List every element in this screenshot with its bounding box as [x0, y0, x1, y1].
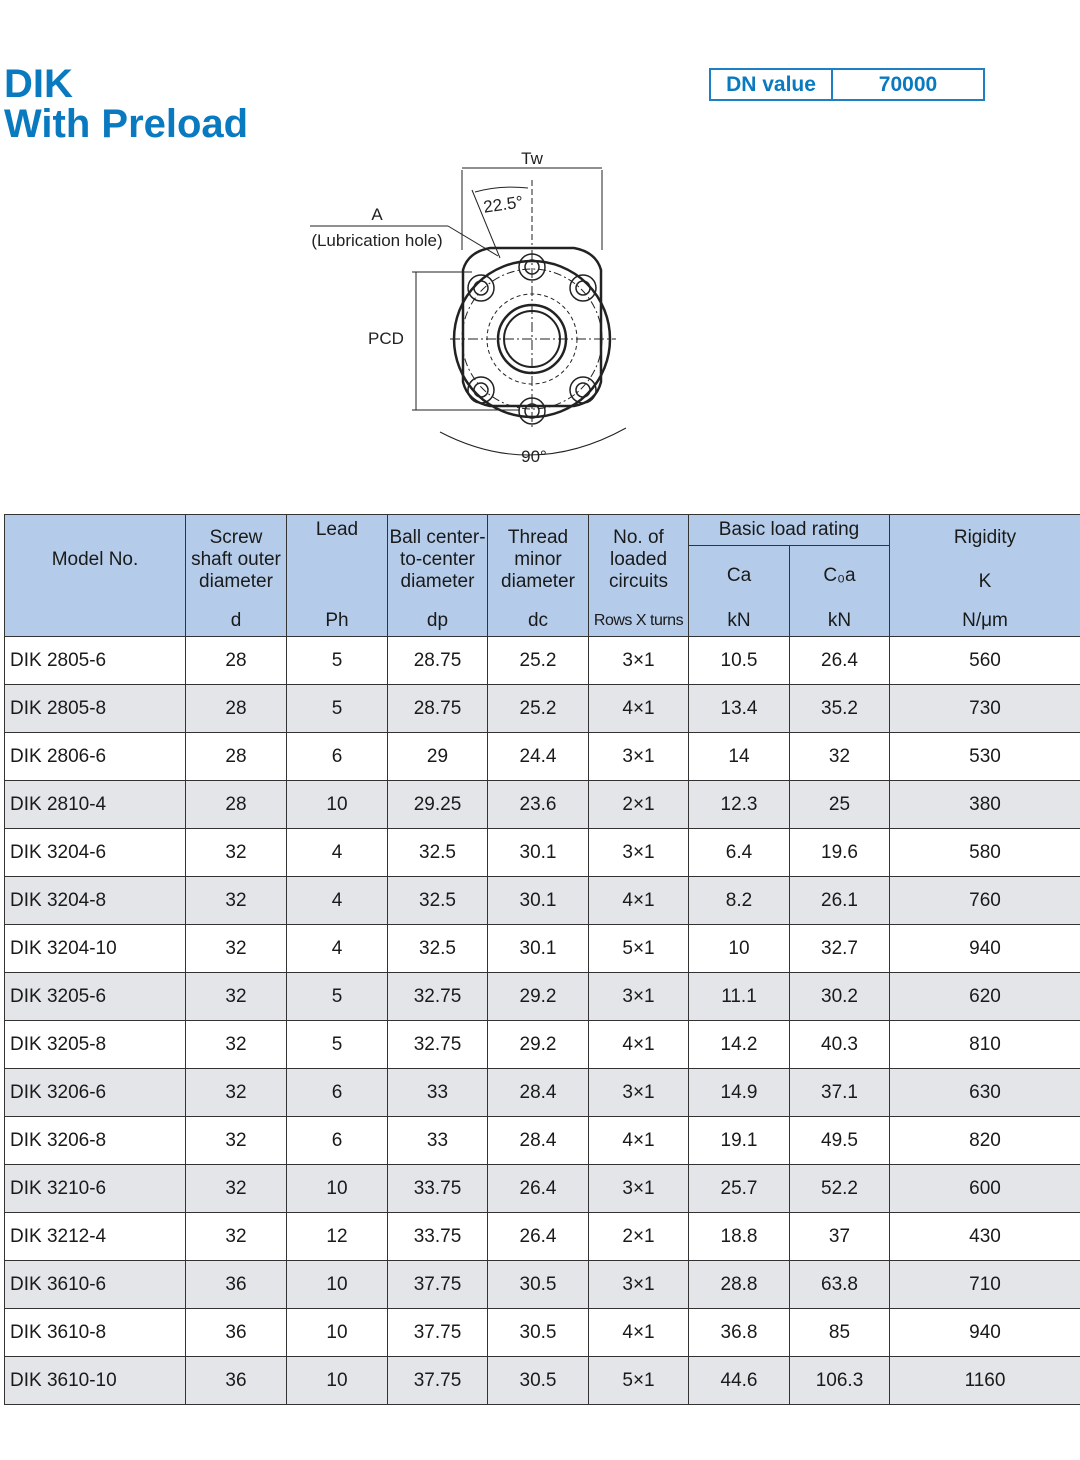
cell-ball-dp: 28.75 — [388, 685, 488, 733]
cell-model: DIK 2806-6 — [5, 733, 186, 781]
cell-c0a: 63.8 — [790, 1261, 890, 1309]
header-thread — [488, 515, 589, 606]
cell-lead-ph: 10 — [287, 781, 388, 829]
cell-lead-ph: 5 — [287, 637, 388, 685]
header-circuits-line3: circuits — [608, 571, 669, 592]
cell-thread-dc: 28.4 — [488, 1069, 589, 1117]
cell-c0a: 106.3 — [790, 1357, 890, 1405]
table-row — [5, 1165, 1080, 1213]
cell-model: DIK 3205-8 — [5, 1021, 186, 1069]
cell-c0a: 35.2 — [790, 685, 890, 733]
cell-ca: 13.4 — [689, 685, 790, 733]
cell-ball-dp: 32.5 — [388, 829, 488, 877]
cell-ball-dp: 37.75 — [388, 1357, 488, 1405]
cell-c0a: 49.5 — [790, 1117, 890, 1165]
cell-thread-dc: 26.4 — [488, 1165, 589, 1213]
table-row — [5, 1117, 1080, 1165]
lubrication-hole-label: (Lubrication hole) — [311, 231, 443, 250]
cell-ca: 44.6 — [689, 1357, 790, 1405]
cell-thread-dc: 25.2 — [488, 637, 589, 685]
cell-circuits: 2×1 — [589, 1213, 689, 1261]
cell-rigidity: 710 — [890, 1261, 1080, 1309]
cell-model: DIK 2805-6 — [5, 637, 186, 685]
cell-rigidity: 620 — [890, 973, 1080, 1021]
cell-thread-dc: 29.2 — [488, 973, 589, 1021]
table-row — [5, 1069, 1080, 1117]
header-basic-load-rating: Basic load rating — [689, 515, 890, 546]
cell-model: DIK 3204-10 — [5, 925, 186, 973]
header-circuits-line1: No. of — [613, 527, 664, 548]
angle-90-label: 90° — [521, 447, 547, 466]
cell-screw-d: 32 — [186, 1213, 287, 1261]
cell-rigidity: 820 — [890, 1117, 1080, 1165]
cell-lead-ph: 12 — [287, 1213, 388, 1261]
header-circuits-line2: loaded — [609, 549, 668, 570]
cell-model: DIK 2810-4 — [5, 781, 186, 829]
cell-ca: 8.2 — [689, 877, 790, 925]
cell-circuits: 2×1 — [589, 781, 689, 829]
header-lead: Lead — [287, 515, 388, 606]
cell-ca: 10 — [689, 925, 790, 973]
cell-circuits: 3×1 — [589, 733, 689, 781]
cell-model: DIK 2805-8 — [5, 685, 186, 733]
table-row — [5, 1261, 1080, 1309]
cell-rigidity: 630 — [890, 1069, 1080, 1117]
table-row — [5, 1309, 1080, 1357]
header-ball — [388, 515, 488, 606]
header-rigidity-unit: N/μm — [890, 605, 1080, 637]
cell-model: DIK 3212-4 — [5, 1213, 186, 1261]
cell-screw-d: 32 — [186, 877, 287, 925]
cell-screw-d: 32 — [186, 1165, 287, 1213]
dn-label: DN value — [711, 70, 833, 99]
cell-c0a: 32.7 — [790, 925, 890, 973]
cell-screw-d: 28 — [186, 733, 287, 781]
cell-c0a: 30.2 — [790, 973, 890, 1021]
cell-rigidity: 730 — [890, 685, 1080, 733]
cell-model: DIK 3204-6 — [5, 829, 186, 877]
cell-rigidity: 600 — [890, 1165, 1080, 1213]
cell-rigidity: 810 — [890, 1021, 1080, 1069]
cell-ca: 14.9 — [689, 1069, 790, 1117]
cell-c0a: 52.2 — [790, 1165, 890, 1213]
header-thread-line3: diameter — [501, 571, 575, 592]
cell-circuits: 5×1 — [589, 1357, 689, 1405]
cell-model: DIK 3210-6 — [5, 1165, 186, 1213]
header-rigidity-symbol: K — [978, 571, 992, 592]
table-row — [5, 1213, 1080, 1261]
cell-thread-dc: 30.5 — [488, 1357, 589, 1405]
table-row — [5, 925, 1080, 973]
cell-circuits: 4×1 — [589, 877, 689, 925]
cell-lead-ph: 5 — [287, 685, 388, 733]
cell-lead-ph: 5 — [287, 973, 388, 1021]
table-row — [5, 637, 1080, 685]
cell-ca: 36.8 — [689, 1309, 790, 1357]
cell-ca: 19.1 — [689, 1117, 790, 1165]
header-lead-symbol: Ph — [287, 605, 388, 637]
cell-circuits: 3×1 — [589, 637, 689, 685]
cell-screw-d: 32 — [186, 1069, 287, 1117]
cell-ca: 10.5 — [689, 637, 790, 685]
cell-screw-d: 36 — [186, 1357, 287, 1405]
header-screw-line3: diameter — [199, 571, 273, 592]
header-screw-symbol: d — [186, 605, 287, 637]
cell-thread-dc: 30.5 — [488, 1309, 589, 1357]
cell-rigidity: 380 — [890, 781, 1080, 829]
cell-rigidity: 530 — [890, 733, 1080, 781]
cell-circuits: 4×1 — [589, 1309, 689, 1357]
cell-c0a: 37.1 — [790, 1069, 890, 1117]
cell-model: DIK 3206-8 — [5, 1117, 186, 1165]
cell-model: DIK 3610-10 — [5, 1357, 186, 1405]
spec-table — [4, 514, 1080, 1405]
cell-lead-ph: 5 — [287, 1021, 388, 1069]
header-model-blank — [5, 605, 186, 637]
cell-lead-ph: 4 — [287, 829, 388, 877]
cell-lead-ph: 6 — [287, 1117, 388, 1165]
cell-lead-ph: 6 — [287, 1069, 388, 1117]
cell-ca: 25.7 — [689, 1165, 790, 1213]
cell-screw-d: 36 — [186, 1261, 287, 1309]
cell-lead-ph: 10 — [287, 1309, 388, 1357]
header-ball-line2: to-center — [400, 549, 475, 570]
cell-c0a: 26.1 — [790, 877, 890, 925]
cell-ball-dp: 33.75 — [388, 1165, 488, 1213]
cell-lead-ph: 4 — [287, 925, 388, 973]
cell-circuits: 4×1 — [589, 1117, 689, 1165]
header-screw-line1: Screw — [209, 527, 263, 548]
header-circuits — [589, 515, 689, 606]
cell-model: DIK 3205-6 — [5, 973, 186, 1021]
header-ca-unit: kN — [689, 605, 790, 637]
cell-screw-d: 32 — [186, 829, 287, 877]
cell-ball-dp: 32.75 — [388, 973, 488, 1021]
cell-screw-d: 32 — [186, 973, 287, 1021]
table-row — [5, 973, 1080, 1021]
cell-circuits: 3×1 — [589, 1261, 689, 1309]
cell-c0a: 40.3 — [790, 1021, 890, 1069]
cell-thread-dc: 30.5 — [488, 1261, 589, 1309]
cell-ball-dp: 28.75 — [388, 637, 488, 685]
header-c0a-unit: kN — [790, 605, 890, 637]
cell-thread-dc: 23.6 — [488, 781, 589, 829]
cell-ball-dp: 32.5 — [388, 877, 488, 925]
cell-circuits: 3×1 — [589, 1165, 689, 1213]
cell-ball-dp: 32.5 — [388, 925, 488, 973]
cell-c0a: 32 — [790, 733, 890, 781]
cell-screw-d: 28 — [186, 781, 287, 829]
spec-table-body — [5, 637, 1080, 1405]
header-screw-line2: shaft outer — [191, 549, 281, 570]
cell-c0a: 37 — [790, 1213, 890, 1261]
cell-ball-dp: 33 — [388, 1069, 488, 1117]
cell-ca: 6.4 — [689, 829, 790, 877]
cell-lead-ph: 4 — [287, 877, 388, 925]
cell-ball-dp: 33 — [388, 1117, 488, 1165]
cell-screw-d: 28 — [186, 637, 287, 685]
cell-circuits: 4×1 — [589, 685, 689, 733]
cell-screw-d: 32 — [186, 1117, 287, 1165]
cell-ball-dp: 29 — [388, 733, 488, 781]
header-rigidity — [890, 515, 1080, 606]
cell-rigidity: 760 — [890, 877, 1080, 925]
table-row — [5, 877, 1080, 925]
pcd-label: PCD — [368, 329, 404, 348]
cell-ball-dp: 32.75 — [388, 1021, 488, 1069]
cell-model: DIK 3206-6 — [5, 1069, 186, 1117]
title-line-subtitle: With Preload — [4, 102, 249, 146]
header-thread-line2: minor — [514, 549, 562, 570]
dn-value: 70000 — [878, 72, 938, 96]
cell-ca: 18.8 — [689, 1213, 790, 1261]
table-row — [5, 685, 1080, 733]
cell-c0a: 85 — [790, 1309, 890, 1357]
cell-c0a: 26.4 — [790, 637, 890, 685]
a-label: A — [371, 205, 383, 224]
header-thread-symbol: dc — [488, 605, 589, 637]
table-row — [5, 829, 1080, 877]
header-ball-line1: Ball center- — [389, 527, 486, 548]
table-row — [5, 1021, 1080, 1069]
cell-ball-dp: 29.25 — [388, 781, 488, 829]
table-row — [5, 1357, 1080, 1405]
cell-thread-dc: 30.1 — [488, 829, 589, 877]
cell-circuits: 3×1 — [589, 829, 689, 877]
tw-label: Tw — [521, 149, 543, 168]
cell-ball-dp: 33.75 — [388, 1213, 488, 1261]
cell-ball-dp: 37.75 — [388, 1309, 488, 1357]
cell-rigidity: 940 — [890, 1309, 1080, 1357]
cell-lead-ph: 10 — [287, 1165, 388, 1213]
cell-screw-d: 36 — [186, 1309, 287, 1357]
cell-ca: 14.2 — [689, 1021, 790, 1069]
cell-rigidity: 1160 — [890, 1357, 1080, 1405]
cell-lead-ph: 6 — [287, 733, 388, 781]
header-screw — [186, 515, 287, 606]
cell-lead-ph: 10 — [287, 1357, 388, 1405]
cell-thread-dc: 30.1 — [488, 877, 589, 925]
cell-ball-dp: 37.75 — [388, 1261, 488, 1309]
header-circuits-unit: Rows X turns — [589, 605, 689, 637]
cell-circuits: 5×1 — [589, 925, 689, 973]
cell-rigidity: 580 — [890, 829, 1080, 877]
header-ball-symbol: dp — [388, 605, 488, 637]
flange-drawing — [300, 140, 660, 480]
cell-screw-d: 32 — [186, 1021, 287, 1069]
cell-circuits: 3×1 — [589, 973, 689, 1021]
cell-c0a: 19.6 — [790, 829, 890, 877]
cell-thread-dc: 25.2 — [488, 685, 589, 733]
cell-ca: 11.1 — [689, 973, 790, 1021]
table-row — [5, 781, 1080, 829]
angle-22-5-label: 22.5° — [482, 192, 525, 217]
cell-circuits: 4×1 — [589, 1021, 689, 1069]
header-rigidity-title: Rigidity — [953, 527, 1017, 548]
cell-thread-dc: 26.4 — [488, 1213, 589, 1261]
dn-value-box — [709, 68, 985, 101]
header-ball-line3: diameter — [400, 571, 475, 592]
cell-screw-d: 28 — [186, 685, 287, 733]
cell-model: DIK 3610-8 — [5, 1309, 186, 1357]
cell-model: DIK 3204-8 — [5, 877, 186, 925]
header-thread-line1: Thread — [507, 527, 569, 548]
cell-rigidity: 430 — [890, 1213, 1080, 1261]
cell-rigidity: 560 — [890, 637, 1080, 685]
cell-thread-dc: 24.4 — [488, 733, 589, 781]
page-title — [4, 64, 248, 144]
cell-thread-dc: 29.2 — [488, 1021, 589, 1069]
cell-ca: 28.8 — [689, 1261, 790, 1309]
cell-thread-dc: 28.4 — [488, 1117, 589, 1165]
header-c0a: C₀a — [790, 546, 890, 606]
cell-rigidity: 940 — [890, 925, 1080, 973]
table-row — [5, 733, 1080, 781]
cell-thread-dc: 30.1 — [488, 925, 589, 973]
cell-ca: 14 — [689, 733, 790, 781]
cell-circuits: 3×1 — [589, 1069, 689, 1117]
cell-c0a: 25 — [790, 781, 890, 829]
cell-ca: 12.3 — [689, 781, 790, 829]
cell-screw-d: 32 — [186, 925, 287, 973]
cell-model: DIK 3610-6 — [5, 1261, 186, 1309]
header-ca: Ca — [689, 546, 790, 606]
cell-lead-ph: 10 — [287, 1261, 388, 1309]
title-line-model: DIK — [4, 62, 73, 106]
header-model: Model No. — [5, 515, 186, 606]
